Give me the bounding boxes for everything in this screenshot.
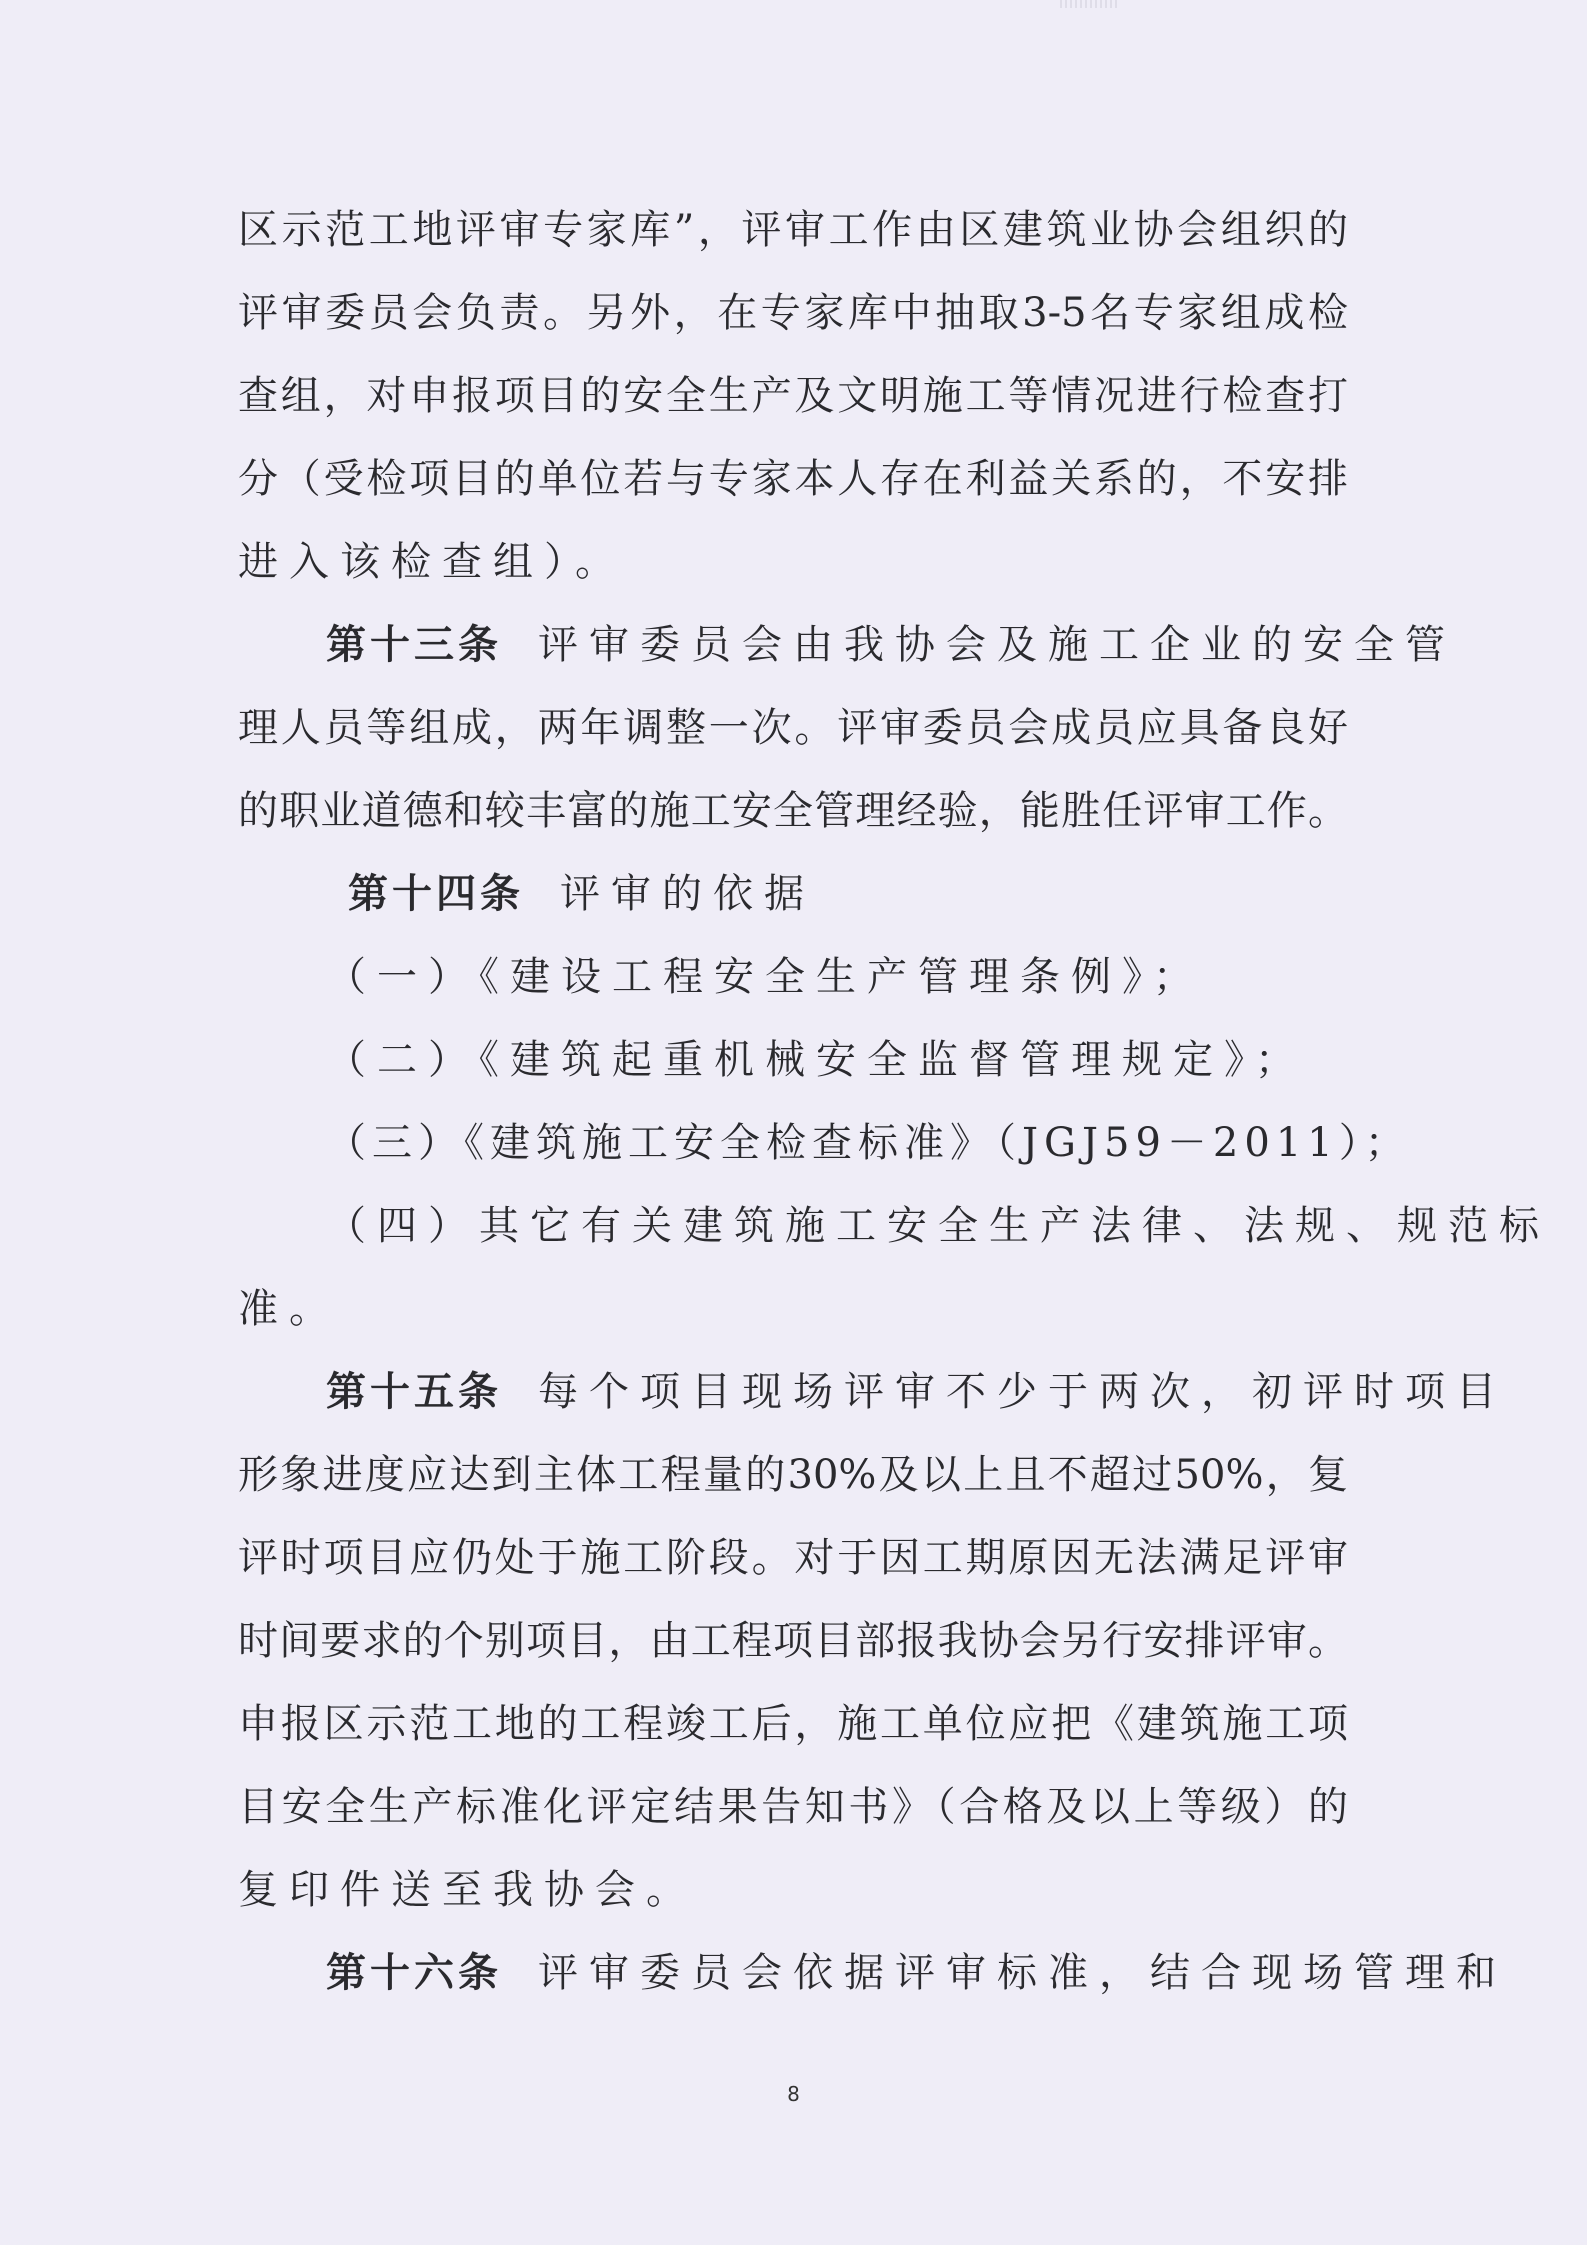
article-14-heading: 第十四条 [348, 871, 524, 917]
paragraph-line: 分（受检项目的单位若与专家本人存在利益关系的，不安排 [238, 456, 1348, 502]
article-14-item-3: （三）《建筑施工安全检查标准》（JGJ59－2011）； [326, 1120, 1411, 1166]
article-16-text: 评审委员会依据评审标准，结合现场管理和 [538, 1950, 1507, 1996]
article-14-title: 评审的依据 [560, 871, 815, 917]
article-13-first-line [326, 615, 1456, 675]
page-number: 8 [787, 2082, 800, 2106]
paragraph-line: 区示范工地评审专家库”，评审工作由区建筑业协会组织的 [238, 207, 1348, 253]
article-13-line: 的职业道德和较丰富的施工安全管理经验，能胜任评审工作。 [238, 788, 1348, 834]
article-15-line: 申报区示范工地的工程竣工后，施工单位应把《建筑施工项 [238, 1701, 1348, 1747]
article-15-first-line [326, 1362, 1507, 1422]
article-14-item-1: （一）《建设工程安全生产管理条例》； [326, 954, 1204, 1000]
article-15-line: 形象进度应达到主体工程量的30%及以上且不超过50%，复 [238, 1452, 1348, 1498]
article-15-line: 目安全生产标准化评定结果告知书》（合格及以上等级）的 [238, 1784, 1348, 1830]
article-14-item-4: （四）其它有关建筑施工安全生产法律、法规、规范标 [326, 1203, 1550, 1249]
article-15-heading: 第十五条 [326, 1369, 502, 1415]
article-15-line: 评时项目应仍处于施工阶段。对于因工期原因无法满足评审 [238, 1535, 1348, 1581]
article-13-heading: 第十三条 [326, 622, 502, 668]
article-14-item-4-continued: 准。 [238, 1286, 340, 1332]
article-15-line: 复印件送至我协会。 [238, 1867, 697, 1913]
article-13-line: 理人员等组成，两年调整一次。评审委员会成员应具备良好 [238, 705, 1348, 751]
article-14-item-2: （二）《建筑起重机械安全监督管理规定》； [326, 1037, 1306, 1083]
article-16-first-line [326, 1943, 1507, 2003]
scan-artifact [1060, 0, 1120, 8]
article-15-line: 时间要求的个别项目，由工程项目部报我协会另行安排评审。 [238, 1618, 1348, 1664]
article-16-heading: 第十六条 [326, 1950, 502, 1996]
paragraph-line: 查组，对申报项目的安全生产及文明施工等情况进行检查打 [238, 373, 1348, 419]
paragraph-line: 进入该检查组）。 [238, 539, 626, 585]
paragraph-line: 评审委员会负责。另外，在专家库中抽取3-5名专家组成检 [238, 290, 1348, 336]
article-14-first-line [348, 864, 815, 924]
article-15-text: 每个项目现场评审不少于两次，初评时项目 [538, 1369, 1507, 1415]
article-13-text: 评审委员会由我协会及施工企业的安全管 [538, 622, 1456, 668]
